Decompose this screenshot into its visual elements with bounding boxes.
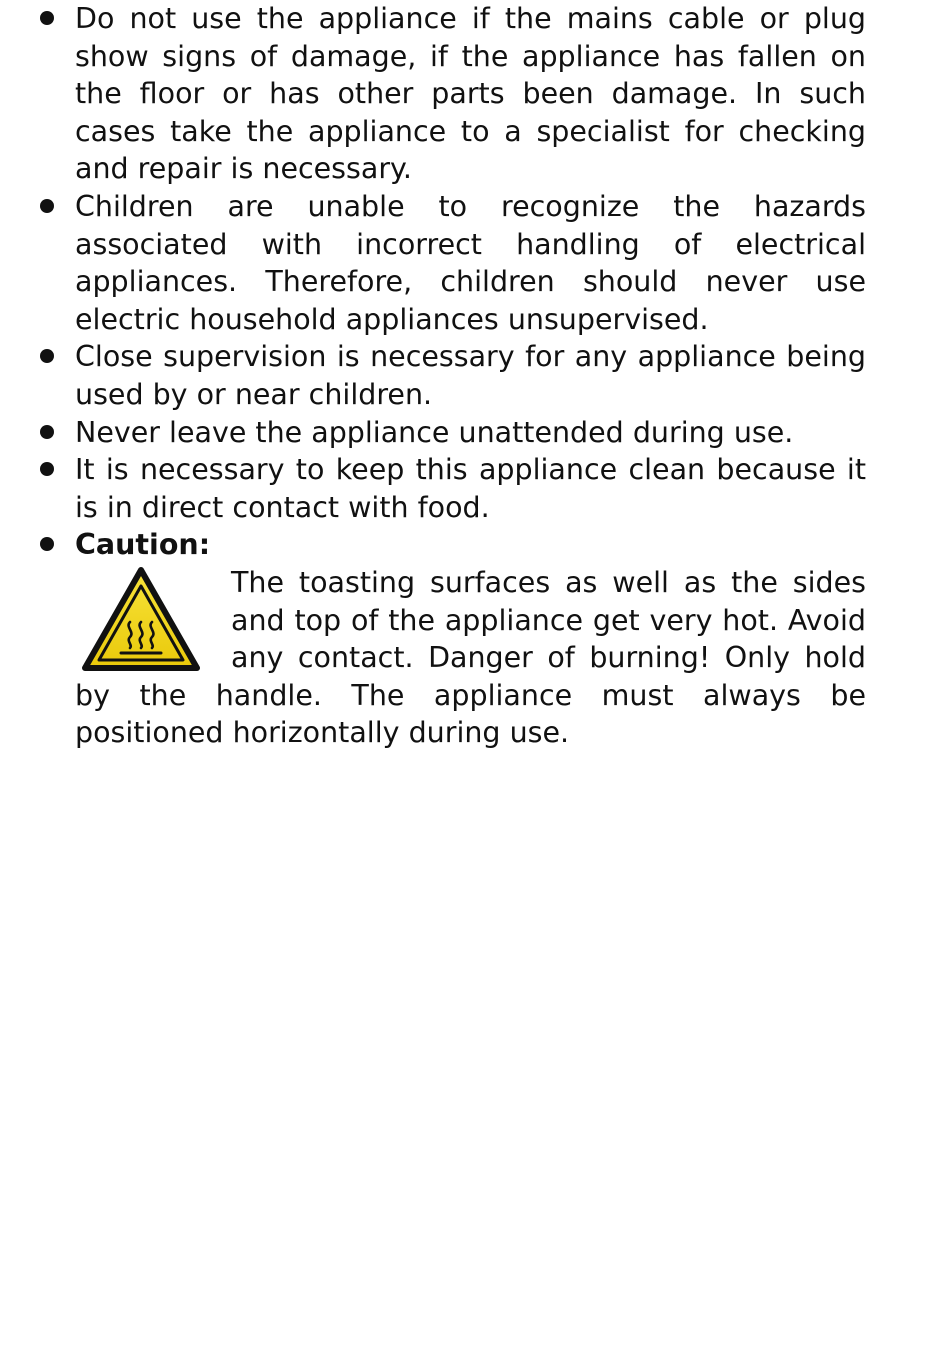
hot-surface-warning-icon	[81, 566, 201, 673]
list-item	[40, 414, 866, 452]
instruction-text: It is necessary to keep this appliance clean because it is in direct contact with food.	[75, 453, 866, 524]
instruction-text: Never leave the appliance unattended during use.	[75, 415, 794, 449]
caution-item	[40, 526, 866, 752]
bullet-icon	[40, 11, 54, 25]
bullet-icon	[40, 425, 54, 439]
caution-body	[75, 564, 866, 752]
instruction-text: Do not use the appliance if the mains cable or plug show signs of damage, if the appliance has fallen on the floor or has other parts been damage. In such cases take the appliance to a specialist for checking and repair is necessary.	[75, 2, 866, 186]
bullet-icon	[40, 537, 54, 551]
caution-text: The toasting surfaces as well as the sides and top of the appliance get very hot. Avoid any contact. Danger of burning! Only hold by the handle. The appliance must always be positioned horizontally during use.	[75, 565, 866, 750]
list-item	[40, 0, 866, 188]
bullet-icon	[40, 349, 54, 363]
list-item	[40, 451, 866, 526]
bullet-icon	[40, 199, 54, 213]
safety-instructions-list	[40, 0, 866, 752]
bullet-icon	[40, 462, 54, 476]
list-item	[40, 188, 866, 338]
list-item	[40, 338, 866, 413]
instruction-text: Children are unable to recognize the hazards associated with incorrect handling of electrical appliances. Therefore, children should never use electric household appliances unsupervised.	[75, 189, 866, 336]
instruction-text: Close supervision is necessary for any appliance being used by or near children.	[75, 340, 866, 411]
caution-label: Caution:	[75, 528, 211, 562]
